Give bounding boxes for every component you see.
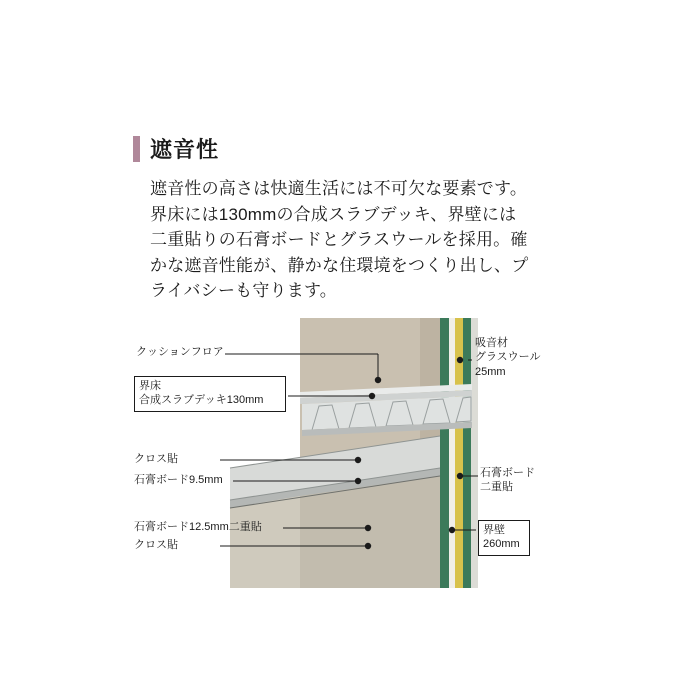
description-line: かな遮音性能が、静かな住環境をつくり出し、プ	[150, 255, 529, 275]
label-floor-slab-line2: 合成スラブデッキ130mm	[139, 393, 264, 406]
label-absorber-line3: 25mm	[475, 365, 506, 378]
heading-accent-bar	[133, 136, 140, 162]
label-cloth-upper: クロス貼	[134, 453, 178, 465]
label-absorber-line1: 吸音材	[475, 337, 508, 349]
section-heading	[133, 133, 219, 164]
label-floor-slab-line1: 界床	[139, 380, 161, 392]
description-line: 界床には130mmの合成スラブデッキ、界壁には	[150, 204, 517, 224]
label-gypsum-double-line2: 二重貼	[480, 481, 513, 494]
description-line: 遮音性の高さは快適生活には不可欠な要素です。	[150, 179, 528, 198]
label-gypsum-double	[480, 466, 535, 495]
label-wall-line1: 界壁	[483, 524, 505, 536]
label-gypsum-12-5-double: 石膏ボード12.5mm二重貼	[134, 521, 262, 533]
label-cushion-floor: クッションフロア	[136, 346, 224, 358]
description-line: 二重貼りの石膏ボードとグラスウールを採用。確	[150, 230, 528, 249]
label-wall-box	[478, 520, 530, 556]
label-absorber-line2: グラスウール	[475, 351, 541, 364]
label-gypsum-9-5: 石膏ボード9.5mm	[134, 474, 223, 486]
description-text	[150, 176, 580, 304]
label-gypsum-double-line1: 石膏ボード	[480, 467, 535, 479]
label-cloth-lower: クロス貼	[134, 539, 178, 551]
page-title: 遮音性	[150, 137, 220, 162]
label-wall-line2: 260mm	[483, 537, 520, 550]
label-sound-absorber	[475, 336, 540, 379]
label-floor-slab-box	[134, 376, 286, 412]
soundproofing-diagram	[120, 318, 580, 588]
description-line: ライバシーも守ります。	[150, 281, 337, 300]
